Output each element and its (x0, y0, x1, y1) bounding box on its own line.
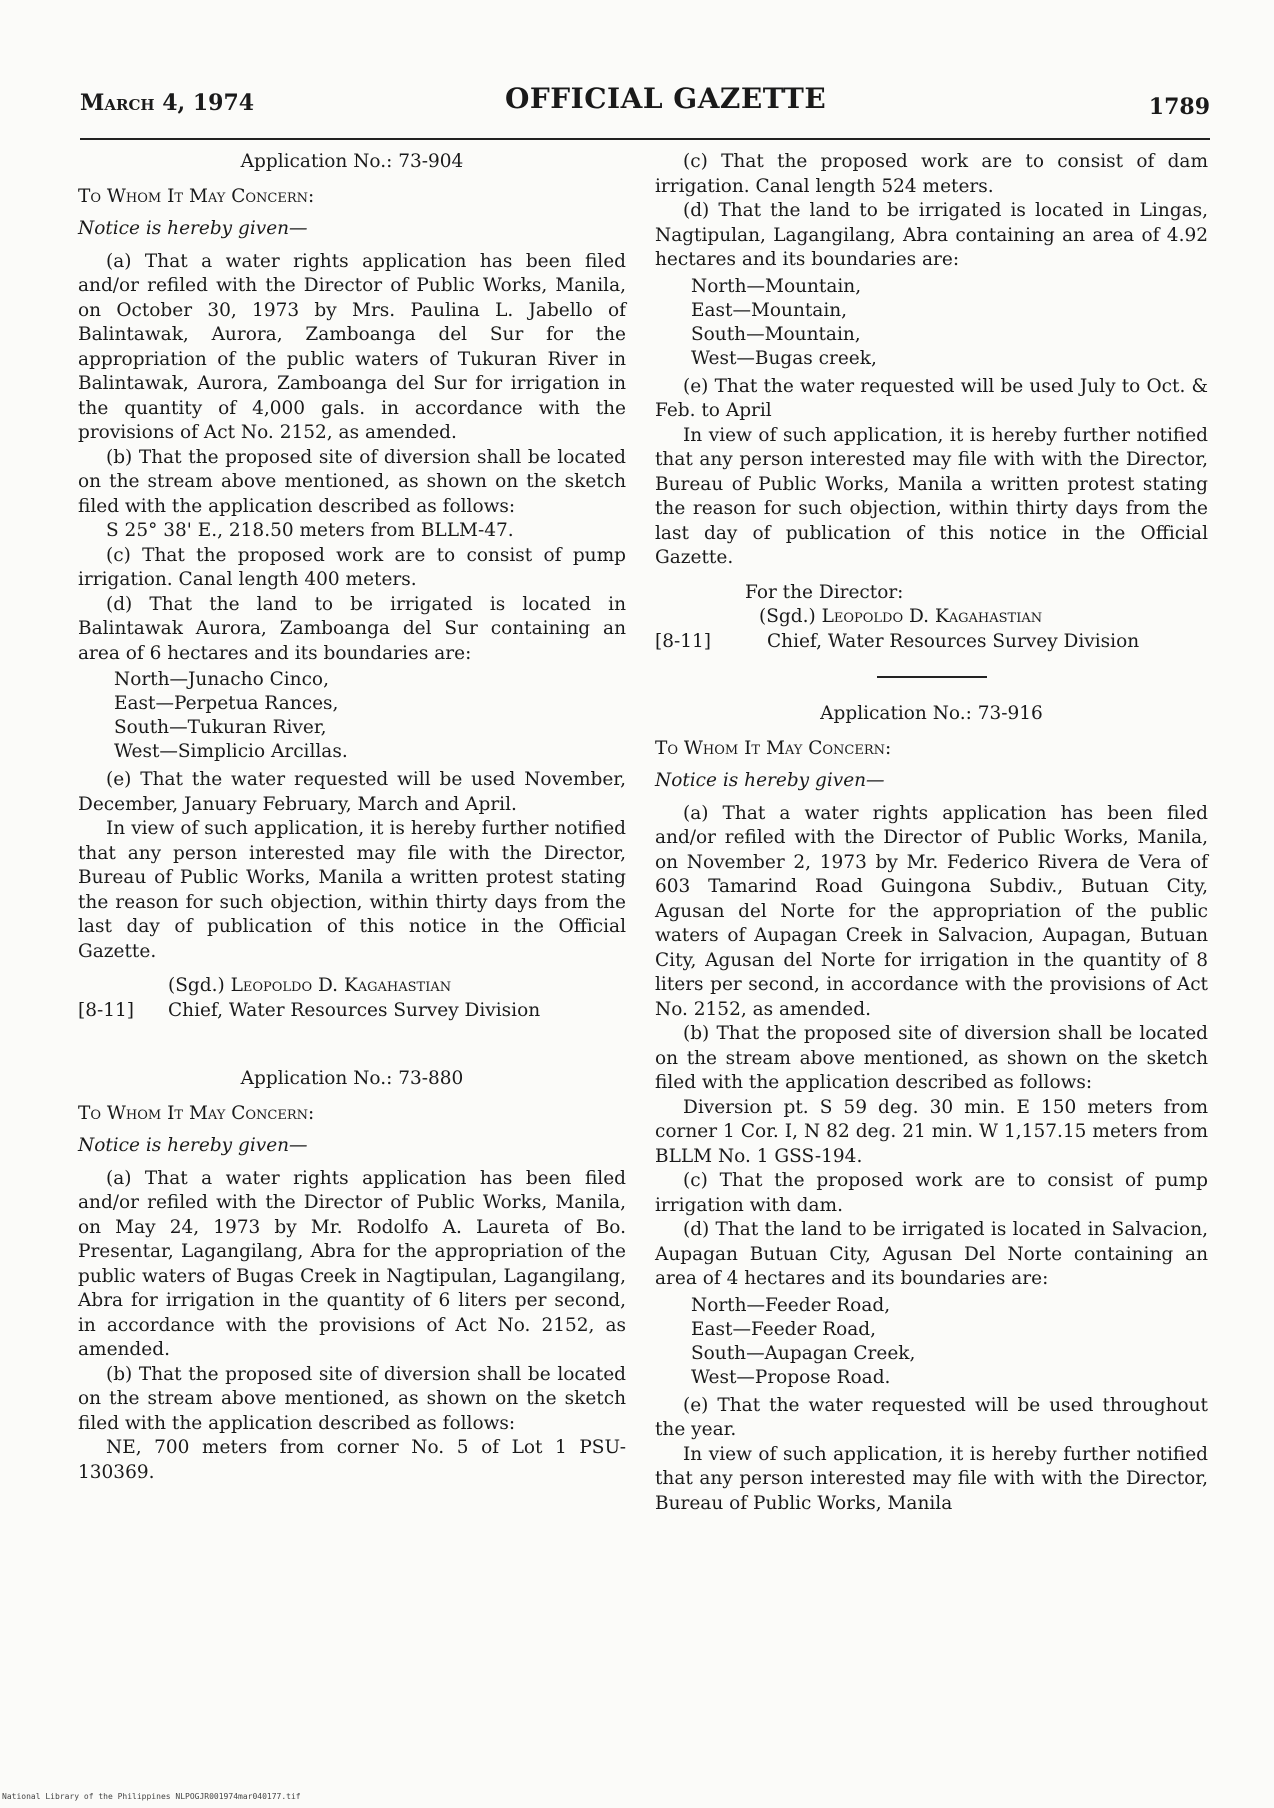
paragraph-b: (b) That the proposed site of diversion shall be located on the stream above mentioned, as shown on the sketch filed with the application described as follows: (655, 1023, 1208, 1093)
publication-code: [8-11] (655, 630, 711, 652)
signature-title-row (655, 630, 1208, 655)
diversion-location: Diversion pt. S 59 deg. 30 min. E 150 meters from corner 1 Cor. I, N 82 deg. 21 min. W 1,157.15 meters from BLLM No. 1 GSS-194. (655, 1096, 1208, 1167)
application-notice (78, 150, 626, 1023)
boundary-south: South—Tukuran River, (114, 717, 327, 738)
protest-notice: In view of such application, it is hereby further notified that any person interested may file with with the Director, Bureau of Public Works, Manila a written protest stating the reason for such objection, within thirty days from the last day of publication of this notice in the Official Gazette. (655, 424, 1208, 568)
boundary-west: West—Simplicio Arcillas. (114, 741, 348, 762)
boundary-west: West—Bugas creek, (691, 347, 877, 369)
paragraph-d: (d) That the land to be irrigated is located in Salvacion, Aupagan Butuan City, Agusan Del Norte containing an area of 4 hectares and its boundaries are: (655, 1219, 1208, 1289)
boundary-south: South—Mountain, (691, 323, 861, 345)
paragraph-b: (b) That the proposed site of diversion shall be located on the stream above mentioned, as shown on the sketch filed with the application described as follows: (78, 446, 626, 517)
publication-title: OFFICIAL GAZETTE (505, 82, 827, 115)
boundaries-list (655, 275, 1208, 371)
boundary-north: North—Feeder Road, (691, 1294, 891, 1316)
salutation: To Whom It May Concern: (78, 185, 315, 207)
protest-notice: In view of such application, it is hereby further notified that any person interested may file with the Director, Bureau of Public Works, Manila a written protest stating the reason for such objection, within thirty days from the last day of publication of this notice in the Official Gazette. (78, 818, 626, 962)
paragraph-d: (d) That the land to be irrigated is located in Lingas, Nagtipulan, Lagangilang, Abra containing an area of 4.92 hectares and its boundaries are: (655, 200, 1208, 270)
paragraph-e: (e) That the water requested will be used November, December, January February, March and April. (78, 769, 626, 815)
boundary-north: North—Mountain, (691, 275, 862, 297)
application-notice-continued (655, 150, 1208, 654)
salutation: To Whom It May Concern: (655, 737, 892, 759)
page-header (80, 82, 1210, 122)
paragraph-e: (e) That the water requested will be used throughout the year. (655, 1394, 1208, 1440)
salutation: To Whom It May Concern: (78, 1102, 315, 1124)
boundary-south: South—Aupagan Creek, (691, 1342, 916, 1364)
paragraph-a: (a) That a water rights application has been filed and/or refiled with the Director of Public Works, Manila, on October 30, 1973 by Mrs. Paulina L. Jabello of Balintawak, Aurora, Zamboanga del Sur for the appropriation of the public waters of Tukuran River in Balintawak, Aurora, Zamboanga del Sur for irrigation in the quantity of 4,000 gals. in accordance with the provisions of Act No. 2152, as amended. (78, 250, 626, 443)
signature-line (78, 974, 626, 999)
diversion-location: NE, 700 meters from corner No. 5 of Lot 1 PSU-130369. (78, 1437, 626, 1483)
notice-line: Notice is hereby given— (78, 218, 308, 239)
signature-sgd: (Sgd.) (168, 975, 225, 996)
scan-footer: National Library of the Philippines NLPOGJR001974mar040177.tif (2, 1792, 301, 1801)
paragraph-c: (c) That the proposed work are to consist of pump irrigation. Canal length 400 meters. (78, 544, 626, 590)
boundaries-list (655, 1294, 1208, 1390)
paragraph-c: (c) That the proposed work are to consist of dam irrigation. Canal length 524 meters. (655, 151, 1208, 197)
application-notice (655, 702, 1208, 1516)
boundary-north: North—Junacho Cinco, (114, 669, 329, 690)
notice-line: Notice is hereby given— (78, 1135, 308, 1156)
boundary-east: East—Perpetua Rances, (114, 693, 339, 714)
application-number: Application No.: 73-916 (820, 703, 1043, 724)
boundary-west: West—Propose Road. (691, 1366, 891, 1388)
paragraph-c: (c) That the proposed work are to consist of pump irrigation with dam. (655, 1170, 1208, 1216)
signatory-title: Chief, Water Resources Survey Division (168, 999, 541, 1021)
paragraph-a: (a) That a water rights application has been filed and/or refiled with the Director of Public Works, Manila, on May 24, 1973 by Mr. Rodolfo A. Laureta of Bo. Presentar, Lagangilang, Abra for the appropriation of the public waters of Bugas Creek in Nagtipulan, Lagangilang, Abra for irrigation in the quantity of 6 liters per second, in accordance with the provisions of Act No. 2152, as amended. (78, 1167, 626, 1360)
publication-code: [8-11] (78, 999, 134, 1021)
application-notice (78, 1067, 626, 1485)
protest-notice: In view of such application, it is hereby further notified that any person interested may file with with the Director, Bureau of Public Works, Manila (655, 1443, 1208, 1514)
signatory-name: Leopoldo D. Kagahastian (230, 975, 452, 996)
signatory-name: Leopoldo D. Kagahastian (821, 606, 1043, 627)
paragraph-e: (e) That the water requested will be used July to Oct. & Feb. to April (655, 375, 1208, 421)
application-number: Application No.: 73-904 (240, 151, 464, 172)
for-director: For the Director: (745, 581, 904, 603)
paragraph-d: (d) That the land to be irrigated is located in Balintawak Aurora, Zamboanga del Sur containing an area of 6 hectares and its boundaries are: (78, 593, 626, 664)
boundary-east: East—Mountain, (691, 299, 848, 321)
boundary-east: East—Feeder Road, (691, 1318, 877, 1340)
diversion-location: S 25° 38' E., 218.50 meters from BLLM-47. (106, 520, 514, 541)
notice-line: Notice is hereby given— (655, 770, 885, 791)
paragraph-a: (a) That a water rights application has been filed and/or refiled with the Director of Public Works, Manila, on November 2, 1973 by Mr. Federico Rivera de Vera of 603 Tamarind Road Guingona Subdiv., Butuan City, Agusan del Norte for the appropriation of the public waters of Aupagan Creek in Salvacion, Aupagan, Butuan City, Agusan del Norte for irrigation in the quantity of 8 liters per second, in accordance with the provisions of Act No. 2152, as amended. (655, 802, 1208, 1020)
section-divider (877, 676, 987, 678)
issue-date: March 4, 1974 (80, 90, 255, 116)
page-number: 1789 (1148, 94, 1210, 120)
boundaries-list (78, 668, 626, 764)
signature-title-row (78, 999, 626, 1024)
application-number: Application No.: 73-880 (240, 1068, 464, 1089)
signature-line (655, 605, 1208, 630)
paragraph-b: (b) That the proposed site of diversion shall be located on the stream above mentioned, as shown on the sketch filed with the application described as follows: (78, 1363, 626, 1434)
left-column (78, 150, 626, 1485)
right-column (655, 150, 1208, 1516)
header-rule (80, 138, 1210, 140)
signatory-title: Chief, Water Resources Survey Division (767, 630, 1140, 652)
signature-sgd: (Sgd.) (759, 606, 816, 627)
